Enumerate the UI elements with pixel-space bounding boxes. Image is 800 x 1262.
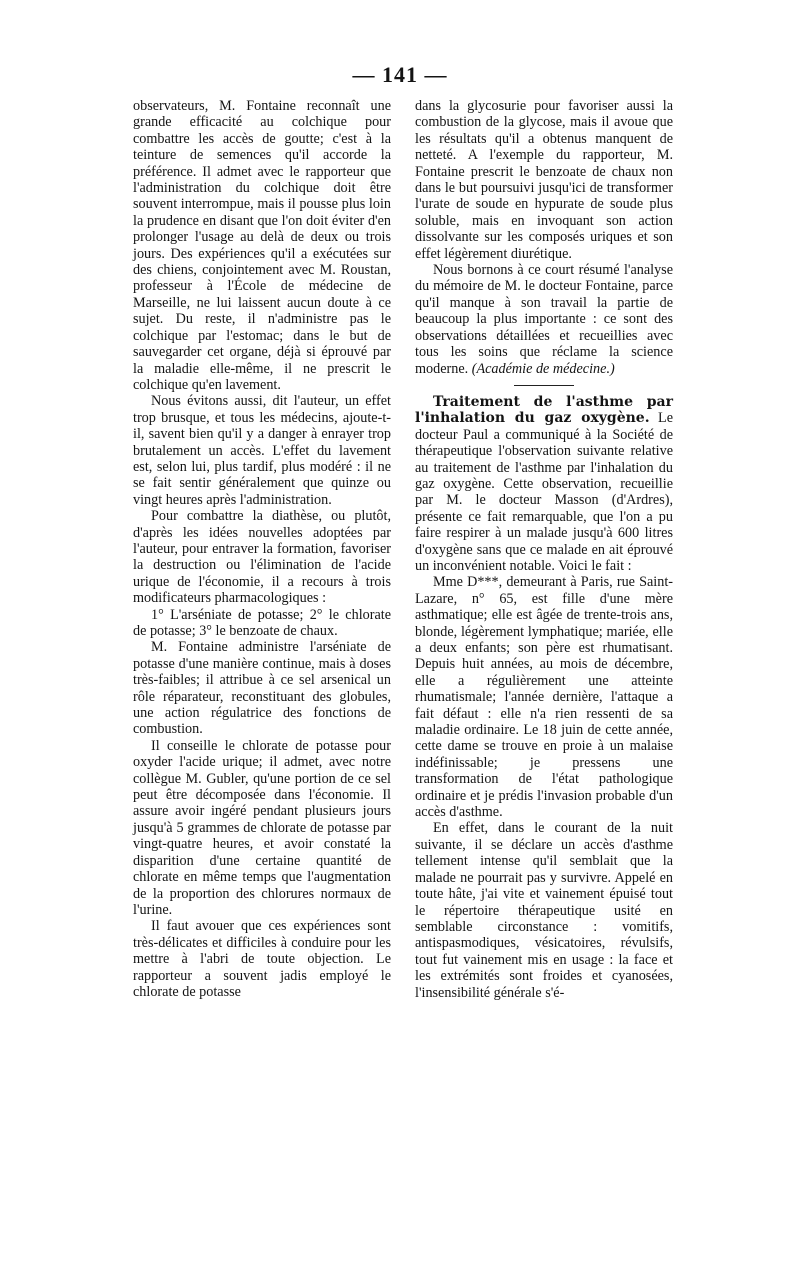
paragraph: Il conseille le chlorate de potasse pour oxyder l'acide urique; il admet, avec notre collègue M. Gubler, qu'une portion de ce sel peut être décomposée dans l'économie. Il assure avoir ingéré pendant plusieurs jours jusqu'à 5 grammes de chlorate de potasse par vingt-quatre heures, et avoir constaté la disparition d'une certaine quantité de chlorate en même temps que l'augmentation de la proportion des chlorures normaux de l'urine. [133, 737, 391, 918]
paragraph: Nous évitons aussi, dit l'auteur, un effet trop brusque, et tous les médecins, ajoute-t-il, savent bien qu'il y a danger à enrayer trop brutalement un accès. L'effet du lavement est, selon lui, plus tardif, plus modéré : il ne se fait sentir généralement que quinze ou vingt heures après l'administration. [133, 393, 391, 508]
paragraph: Mme D***, demeurant à Paris, rue Saint-Lazare, n° 65, est fille d'une mère asthmatique; elle est âgée de trente-trois ans, blonde, légèrement lymphatique; mariée, elle a deux enfants; son père est rhumatisant. Depuis huit années, au mois de décembre, elle a régulièrement une atteinte rhumatismale; l'année dernière, l'attaque a fait défaut : elle n'a rien ressenti de sa maladie ordinaire. Le 18 juin de cette année, cette dame se trouve en proie à un malaise indéfinissable; je pressens une transformation de l'état pathologique ordinaire et je prédis l'invasion probable d'un accès d'asthme. [415, 574, 673, 821]
paragraph: Pour combattre la diathèse, ou plutôt, d'après les idées nouvelles adoptées par l'auteur, pour entraver la formation, favoriser la destruction ou l'élimination de l'acide urique de l'économie, il a recours à trois modificateurs pharmacologiques : [133, 508, 391, 607]
summary-text: Nous bornons à ce court résumé l'analyse du mémoire de M. le docteur Fontaine, parce qu'il manque à son travail la partie de beaucoup la plus importante : ce sont des observations détaillées et recueillies avec tous les soins que réclame la science moderne. [415, 262, 673, 377]
right-column [415, 98, 673, 1001]
section-intro: Le docteur Paul a communiqué à la Société de thérapeutique l'observation suivante relative au traitement de l'asthme par l'inhalation du gaz oxygène. Cette observation, recueillie par M. le docteur Masson (d'Ardres), présente ce fait remarquable, que l'on a pu faire respirer à un malade jusqu'à 600 litres d'oxygène sans que ce malade en ait éprouvé un inconvénient notable. Voici le fait : [415, 410, 673, 574]
paragraph: En effet, dans le courant de la nuit suivante, il se déclare un accès d'asthme tellement intense qu'il semblait que la malade ne pourrait pas y survivre. Appelé en toute hâte, j'ai vite et vainement épuisé tout le répertoire thérapeutique usité en semblable circonstance : vomitifs, antispasmodiques, vésicatoires, révulsifs, tout fut vainement mis en usage : la face et les extrémités sont froides et cyanosées, l'insensibilité générale s'é- [415, 820, 673, 1001]
paragraph: M. Fontaine administre l'arséniate de potasse d'une manière continue, mais à doses très-faibles; il attribue à ce sel arsenical un rôle réparateur, reconstituant des globules, une action régulatrice des fonctions de combustion. [133, 639, 391, 738]
paragraph: observateurs, M. Fontaine reconnaît une grande efficacité au colchique pour combattre les accès de goutte; c'est à la teinture de semences qu'il accorde la préférence. Il admet avec le rapporteur que l'administration du colchique doit être souvent interrompue, mais il pousse plus loin la prudence en disant que l'on doit éviter d'en prolonger l'usage au delà de deux ou trois jours. Des expériences qu'il a exécutées sur des chiens, conjointement avec M. Roustan, professeur à l'École de médecine de Marseille, ne lui laissent aucun doute à ce sujet. Du reste, il n'administre pas le colchique par l'estomac; dans le but de sauvegarder cet organe, déjà si éprouvé par la maladie elle-même, il ne prescrit le colchique qu'en lavement. [133, 98, 391, 393]
left-column [133, 98, 391, 1000]
paragraph: 1° L'arséniate de potasse; 2° le chlorate de potasse; 3° le benzoate de chaux. [133, 606, 391, 639]
section-divider [514, 385, 574, 386]
paragraph: dans la glycosurie pour favoriser aussi la combustion de la glycose, mais il avoue que les résultats qu'il a obtenus manquent de netteté. A l'exemple du rapporteur, M. Fontaine prescrit le benzoate de chaux non dans le but poursuivi jusqu'ici de transformer l'urate de soude en hypurate de soude plus soluble, mais en invoquant son action dissolvante sur les composés uriques et son effet légèrement diurétique. [415, 98, 673, 262]
section-title: Traitement de l'asthme par l'inhalation du gaz oxygène. [415, 393, 673, 427]
source-citation: (Académie de médecine.) [471, 360, 615, 377]
paragraph: Il faut avouer que ces expériences sont très-délicates et difficiles à conduire pour les mettre à l'abri de toute objection. Le rapporteur a souvent jadis employé le chlorate de potasse [133, 918, 391, 1000]
paragraph [415, 394, 673, 574]
page-number: — 141 — [352, 62, 448, 87]
paragraph [415, 262, 673, 377]
